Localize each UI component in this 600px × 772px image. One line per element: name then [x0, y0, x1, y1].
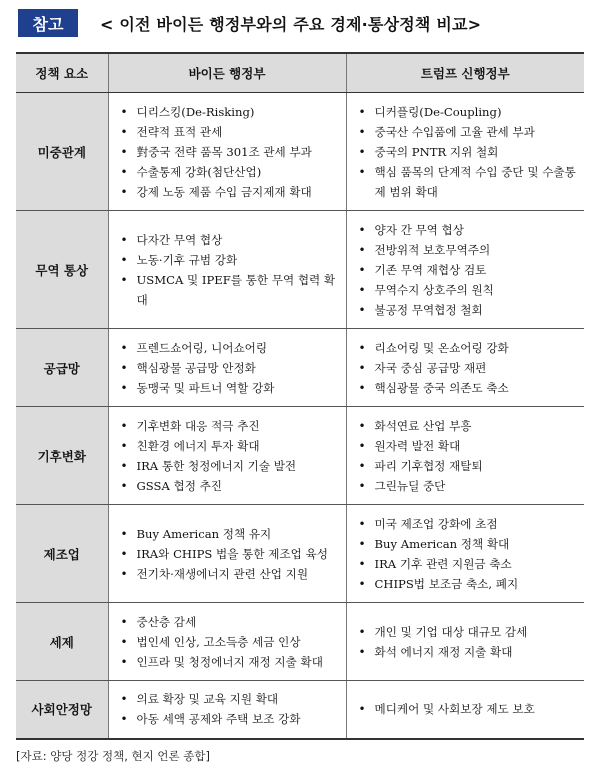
table-row: [16, 407, 584, 505]
list-item: • 다자간 무역 협상: [119, 230, 340, 250]
row-category: 세제: [16, 603, 108, 681]
source-note: [자료: 양당 정강 정책, 현지 언론 종합]: [16, 749, 210, 763]
list-item: • 개인 및 기업 대상 대규모 감세: [357, 622, 579, 642]
list-item: • 의료 확장 및 교육 지원 확대: [119, 689, 340, 709]
list-item: • 동맹국 및 파트너 역할 강화: [119, 378, 340, 398]
list-item: • 미국 제조업 강화에 초점: [357, 514, 579, 534]
biden-policy-cell: [108, 329, 346, 407]
list-item: • Buy American 정책 확대: [357, 534, 579, 554]
biden-policy-cell: [108, 505, 346, 603]
list-item: • 핵심광물 중국 의존도 축소: [357, 378, 579, 398]
list-item: • 아동 세액 공제와 주택 보조 강화: [119, 709, 340, 729]
header-policy-element: 정책 요소: [16, 53, 108, 93]
trump-policy-cell: [346, 505, 584, 603]
trump-policy-cell: [346, 407, 584, 505]
list-item: • 강제 노동 제품 수입 금지제재 확대: [119, 182, 340, 202]
list-item: • 양자 간 무역 협상: [357, 220, 579, 240]
list-item: • 원자력 발전 확대: [357, 436, 579, 456]
list-item: • 디커플링(De-Coupling): [357, 102, 579, 122]
trump-policy-cell: [346, 603, 584, 681]
row-category: 미중관계: [16, 93, 108, 211]
list-item: • CHIPS법 보조금 축소, 폐지: [357, 574, 579, 594]
table-row: [16, 211, 584, 329]
trump-policy-cell: [346, 93, 584, 211]
list-item: • 리쇼어링 및 온쇼어링 강화: [357, 338, 579, 358]
list-item: • 수출통제 강화(첨단산업): [119, 162, 340, 182]
row-category: 기후변화: [16, 407, 108, 505]
list-item: • 기존 무역 재협상 검토: [357, 260, 579, 280]
trump-policy-cell: [346, 681, 584, 739]
list-item: • 법인세 인상, 고소득층 세금 인상: [119, 632, 340, 652]
policy-comparison-table: [16, 52, 584, 740]
list-item: • 노동·기후 규범 강화: [119, 250, 340, 270]
list-item: • 핵심광물 공급망 안정화: [119, 358, 340, 378]
list-item: • 파리 기후협정 재탈퇴: [357, 456, 579, 476]
trump-policy-cell: [346, 211, 584, 329]
trump-policy-cell: [346, 329, 584, 407]
list-item: • 친환경 에너지 투자 확대: [119, 436, 340, 456]
table-row: [16, 505, 584, 603]
row-category: 공급망: [16, 329, 108, 407]
row-category: 사회안정망: [16, 681, 108, 739]
list-item: • 전기차·재생에너지 관련 산업 지원: [119, 564, 340, 584]
header-trump: 트럼프 신행정부: [346, 53, 584, 93]
biden-policy-cell: [108, 407, 346, 505]
list-item: • Buy American 정책 유지: [119, 524, 340, 544]
biden-policy-cell: [108, 93, 346, 211]
page-title: < 이전 바이든 행정부와의 주요 경제·통상정책 비교>: [100, 14, 482, 34]
list-item: • 프렌드쇼어링, 니어쇼어링: [119, 338, 340, 358]
list-item: • IRA 기후 관련 지원금 축소: [357, 554, 579, 574]
list-item: • 화석연료 산업 부흥: [357, 416, 579, 436]
list-item: • IRA 통한 청정에너지 기술 발전: [119, 456, 340, 476]
list-item: • 중산층 감세: [119, 612, 340, 632]
list-item: • 화석 에너지 재정 지출 확대: [357, 642, 579, 662]
list-item: • 인프라 및 청정에너지 재정 지출 확대: [119, 652, 340, 672]
biden-policy-cell: [108, 681, 346, 739]
list-item: • 핵심 품목의 단계적 수입 중단 및 수출통제 범위 확대: [357, 162, 579, 202]
list-item: • GSSA 협정 추진: [119, 476, 340, 496]
row-category: 무역 통상: [16, 211, 108, 329]
list-item: • 중국산 수입품에 고율 관세 부과: [357, 122, 579, 142]
title-row: [18, 8, 481, 38]
list-item: • 메디케어 및 사회보장 제도 보호: [357, 699, 579, 719]
list-item: • 전방위적 보호무역주의: [357, 240, 579, 260]
table-row: [16, 93, 584, 211]
list-item: • USMCA 및 IPEF를 통한 무역 협력 확대: [119, 270, 340, 310]
list-item: • IRA와 CHIPS 법을 통한 제조업 육성: [119, 544, 340, 564]
header-biden: 바이든 행정부: [108, 53, 346, 93]
list-item: • 자국 중심 공급망 재편: [357, 358, 579, 378]
list-item: • 불공정 무역협정 철회: [357, 300, 579, 320]
list-item: • 전략적 표적 관세: [119, 122, 340, 142]
table-row: [16, 603, 584, 681]
list-item: • 중국의 PNTR 지위 철회: [357, 142, 579, 162]
list-item: • 무역수지 상호주의 원칙: [357, 280, 579, 300]
table-header-row: [16, 53, 584, 93]
biden-policy-cell: [108, 603, 346, 681]
biden-policy-cell: [108, 211, 346, 329]
table-row: [16, 681, 584, 739]
list-item: • 그린뉴딜 중단: [357, 476, 579, 496]
reference-badge: 참고: [18, 9, 78, 37]
list-item: • 디리스킹(De-Risking): [119, 102, 340, 122]
list-item: • 기후변화 대응 적극 추진: [119, 416, 340, 436]
row-category: 제조업: [16, 505, 108, 603]
list-item: • 對중국 전략 품목 301조 관세 부과: [119, 142, 340, 162]
table-row: [16, 329, 584, 407]
